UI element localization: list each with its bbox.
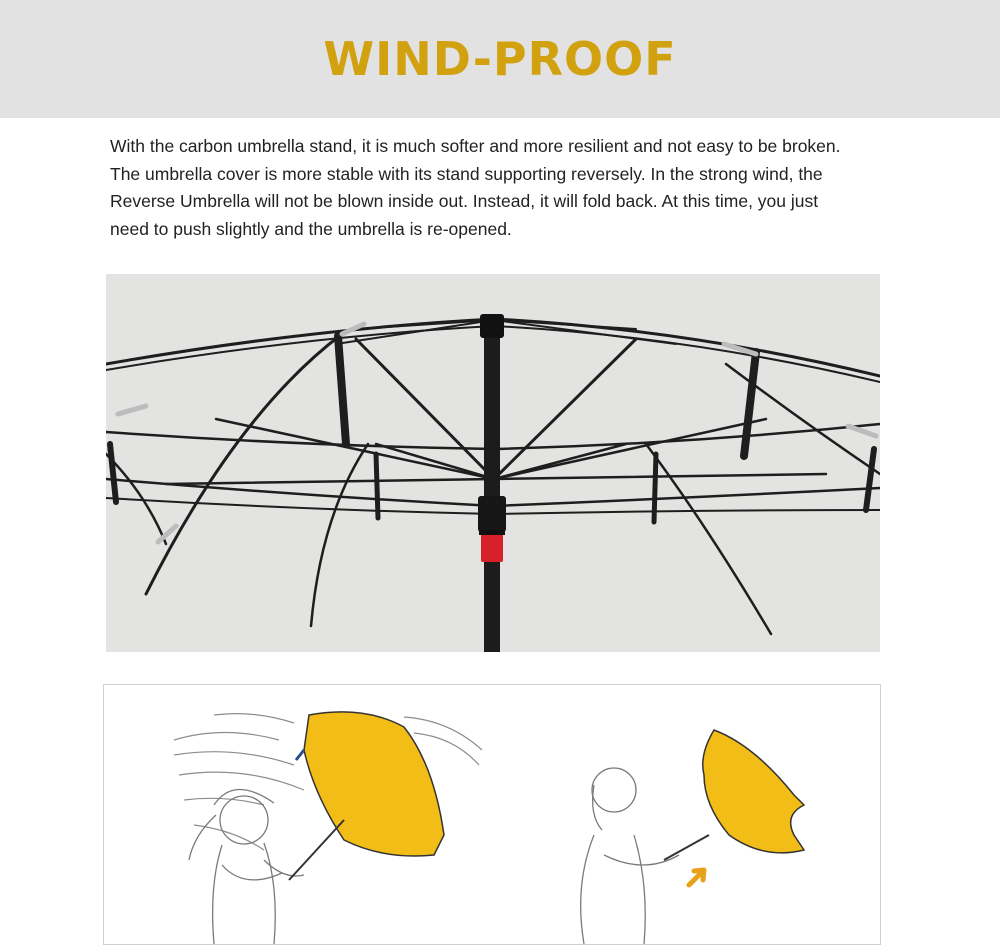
umbrella-frame-photo	[106, 274, 880, 652]
reverse-umbrella-icon	[104, 685, 880, 944]
description-line: With the carbon umbrella stand, it is much softer and more resilient and not easy to be broken.	[110, 136, 841, 156]
description	[110, 133, 900, 243]
description-line: need to push slightly and the umbrella is re-opened.	[110, 218, 512, 239]
description-line: Reverse Umbrella will not be blown inside out. Instead, it will fold back. At this time, you just	[110, 191, 819, 211]
umbrella-frame-icon	[106, 274, 880, 652]
title-banner	[0, 0, 1000, 118]
reverse-umbrella-illustration	[103, 684, 881, 945]
page-title: WIND-PROOF	[323, 32, 677, 86]
description-line: The umbrella cover is more stable with its stand supporting reversely. In the strong wind, the	[110, 163, 823, 184]
